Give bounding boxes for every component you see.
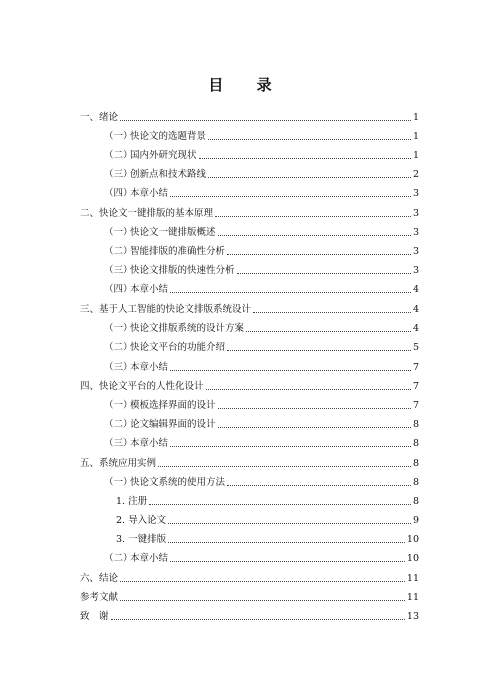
toc-page-number: 2 (412, 169, 419, 180)
toc-leader-dots (237, 273, 411, 274)
toc-entry-label (104, 131, 206, 143)
toc-entry-number: （一） (104, 323, 133, 334)
toc-leader-dots (206, 389, 411, 390)
toc-page-number: 9 (412, 515, 419, 526)
toc-entry-text: 三、基于人工智能的快论文排版系统设计 (80, 304, 252, 315)
toc-leader-dots (120, 600, 405, 601)
toc-entry-label (104, 323, 244, 335)
toc-page-number: 3 (412, 246, 419, 257)
toc-entry-text: 国内外研究现状 (130, 150, 197, 161)
toc-leader-dots (218, 408, 411, 409)
toc-entry-label (80, 592, 118, 604)
toc-page-number: 7 (412, 362, 419, 373)
toc-entry[interactable] (104, 129, 419, 143)
toc-entry-number: （一） (104, 131, 133, 142)
toc-page-number: 4 (412, 284, 419, 295)
toc-entry[interactable] (80, 206, 419, 220)
toc-leader-dots (170, 561, 405, 562)
toc-entry-text: 智能排版的准确性分析 (130, 246, 226, 257)
toc-entry-number: （三） (104, 265, 133, 276)
toc-page-number: 3 (412, 188, 419, 199)
toc-entry-number: （四） (104, 284, 133, 295)
toc-entry-label (104, 553, 168, 565)
toc-entry-text: 快论文系统的使用方法 (130, 477, 226, 488)
toc-page-number: 8 (412, 438, 419, 449)
toc-entry[interactable] (104, 340, 419, 354)
toc-leader-dots (218, 427, 411, 428)
toc-entry[interactable] (80, 456, 419, 470)
toc-entry[interactable] (80, 379, 419, 393)
toc-entry-text: 二、快论文一键排版的基本原理 (80, 208, 214, 219)
toc-entry[interactable] (116, 532, 419, 546)
toc-entry[interactable] (104, 148, 419, 162)
toc-entry-number: （一） (104, 227, 133, 238)
toc-entry-label (80, 112, 118, 124)
toc-leader-dots (208, 139, 411, 140)
toc-entry-text: 快论文排版的快速性分析 (130, 265, 235, 276)
toc-entry[interactable] (80, 571, 419, 585)
toc-page-number: 1 (412, 112, 419, 123)
toc-page-number: 8 (412, 458, 419, 469)
toc-entry-label (104, 227, 216, 239)
toc-leader-dots (168, 542, 405, 543)
toc-leader-dots (120, 581, 405, 582)
toc-leader-dots (168, 523, 411, 524)
toc-entry-label (80, 573, 118, 585)
toc-entry-text: 本章小结 (130, 438, 169, 449)
toc-leader-dots (253, 312, 411, 313)
toc-leader-dots (246, 331, 411, 332)
toc-entry-text: 五、系统应用实例 (80, 458, 157, 469)
toc-page-number: 11 (406, 573, 419, 584)
toc-page-number: 8 (412, 496, 419, 507)
toc-entry-number: （一） (104, 477, 133, 488)
toc-entry[interactable] (80, 110, 419, 124)
toc-entry-number: （四） (104, 188, 133, 199)
toc-entry-label (104, 342, 225, 354)
toc-page-number: 4 (412, 304, 419, 315)
toc-entry-number: （二） (104, 553, 133, 564)
toc-entry-text: 快论文的选题背景 (130, 131, 207, 142)
toc-entry-text: 1. 注册 (116, 496, 148, 507)
toc-entry-number: （一） (104, 400, 133, 411)
toc-leader-dots (158, 466, 411, 467)
toc-entry-label (104, 400, 216, 412)
toc-entry[interactable] (80, 590, 419, 604)
toc-entry-number: （三） (104, 438, 133, 449)
toc-leader-dots (170, 446, 411, 447)
toc-entry-number: （二） (104, 342, 133, 353)
toc-entry-label (104, 284, 168, 296)
toc-entry-label (104, 265, 235, 277)
toc-leader-dots (227, 485, 411, 486)
toc-entry-label (80, 304, 251, 316)
toc-entry-label (104, 477, 225, 489)
toc-entry[interactable] (80, 609, 419, 623)
toc-entry-text: 六、结论 (80, 573, 119, 584)
toc-page-number: 7 (412, 381, 419, 392)
toc-entry[interactable] (80, 302, 419, 316)
toc-leader-dots (208, 177, 411, 178)
toc-entry[interactable] (104, 436, 419, 450)
toc-entry[interactable] (104, 321, 419, 335)
toc-leader-dots (199, 158, 411, 159)
toc-page-number: 3 (412, 227, 419, 238)
toc-entry-label (104, 150, 197, 162)
toc-entry-number: （二） (104, 419, 133, 430)
toc-leader-dots (170, 196, 411, 197)
toc-entry-number: （三） (104, 362, 133, 373)
toc-leader-dots (120, 120, 411, 121)
toc-leader-dots (111, 619, 405, 620)
toc-entry-label (104, 246, 225, 258)
toc-entry[interactable] (104, 398, 419, 412)
toc-leader-dots (227, 254, 411, 255)
toc-entry-label (104, 169, 206, 181)
toc-entry[interactable] (104, 244, 419, 258)
toc-entry-label (80, 208, 213, 220)
toc-entry[interactable] (104, 186, 419, 200)
toc-entry-text: 本章小结 (130, 188, 169, 199)
toc-entry-label (104, 419, 216, 431)
toc-entry-label (104, 362, 168, 374)
toc-entry-label (116, 534, 166, 546)
toc-leader-dots (170, 370, 411, 371)
toc-page-number: 3 (412, 208, 419, 219)
toc-entry-text: 一、绪论 (80, 112, 119, 123)
toc-entry-text: 3. 一键排版 (116, 534, 167, 545)
toc-entry-label (80, 611, 109, 623)
toc-entry-text: 快论文平台的功能介绍 (130, 342, 226, 353)
toc-page-number: 11 (406, 592, 419, 603)
toc-entry[interactable] (104, 475, 419, 489)
toc-entry-text: 参考文献 (80, 592, 119, 603)
toc-entry-text: 四、快论文平台的人性化设计 (80, 381, 204, 392)
toc-entry[interactable] (104, 417, 419, 431)
toc-entry-text: 致 谢 (80, 611, 109, 622)
toc-entry[interactable] (104, 551, 419, 565)
toc-page-number: 8 (412, 477, 419, 488)
toc-entry[interactable] (104, 263, 419, 277)
toc-entry-label (116, 496, 147, 508)
toc-entry-number: （二） (104, 150, 133, 161)
toc-page-number: 8 (412, 419, 419, 430)
toc-entry[interactable] (116, 513, 419, 527)
toc-entry[interactable] (104, 282, 419, 296)
toc-page-number: 5 (412, 342, 419, 353)
toc-page-number: 7 (412, 400, 419, 411)
toc-entry-text: 论文编辑界面的设计 (130, 419, 216, 430)
toc-leader-dots (170, 292, 411, 293)
toc-entry-text: 快论文排版系统的设计方案 (130, 323, 245, 334)
toc-entry-label (104, 438, 168, 450)
toc-page-number: 1 (412, 131, 419, 142)
toc-entry[interactable] (104, 360, 419, 374)
toc-entry-text: 2. 导入论文 (116, 515, 167, 526)
toc-entry-label (116, 515, 166, 527)
toc-page-number: 3 (412, 265, 419, 276)
toc-page-number: 4 (412, 323, 419, 334)
toc-leader-dots (218, 235, 411, 236)
toc-entry-label (104, 188, 168, 200)
toc-entry-label (80, 381, 204, 393)
toc-entry-number: （二） (104, 246, 133, 257)
toc-leader-dots (149, 504, 411, 505)
toc-entry-text: 快论文一键排版概述 (130, 227, 216, 238)
toc-page-number: 13 (406, 611, 419, 622)
toc-entry[interactable] (116, 494, 419, 508)
toc-page-number: 1 (412, 150, 419, 161)
toc-title: 目 录 (208, 76, 286, 94)
toc-entry-text: 本章小结 (130, 284, 169, 295)
toc-leader-dots (227, 350, 411, 351)
toc-page-number: 10 (406, 553, 419, 564)
toc-entry-number: （三） (104, 169, 133, 180)
toc-entry-label (80, 458, 156, 470)
toc-page-number: 10 (406, 534, 419, 545)
toc-entry-text: 创新点和技术路线 (130, 169, 207, 180)
toc-entry[interactable] (104, 167, 419, 181)
toc-entry[interactable] (104, 225, 419, 239)
toc-entry-text: 模板选择界面的设计 (130, 400, 216, 411)
toc-entry-text: 本章小结 (130, 553, 169, 564)
toc-leader-dots (215, 216, 411, 217)
toc-entry-text: 本章小结 (130, 362, 169, 373)
